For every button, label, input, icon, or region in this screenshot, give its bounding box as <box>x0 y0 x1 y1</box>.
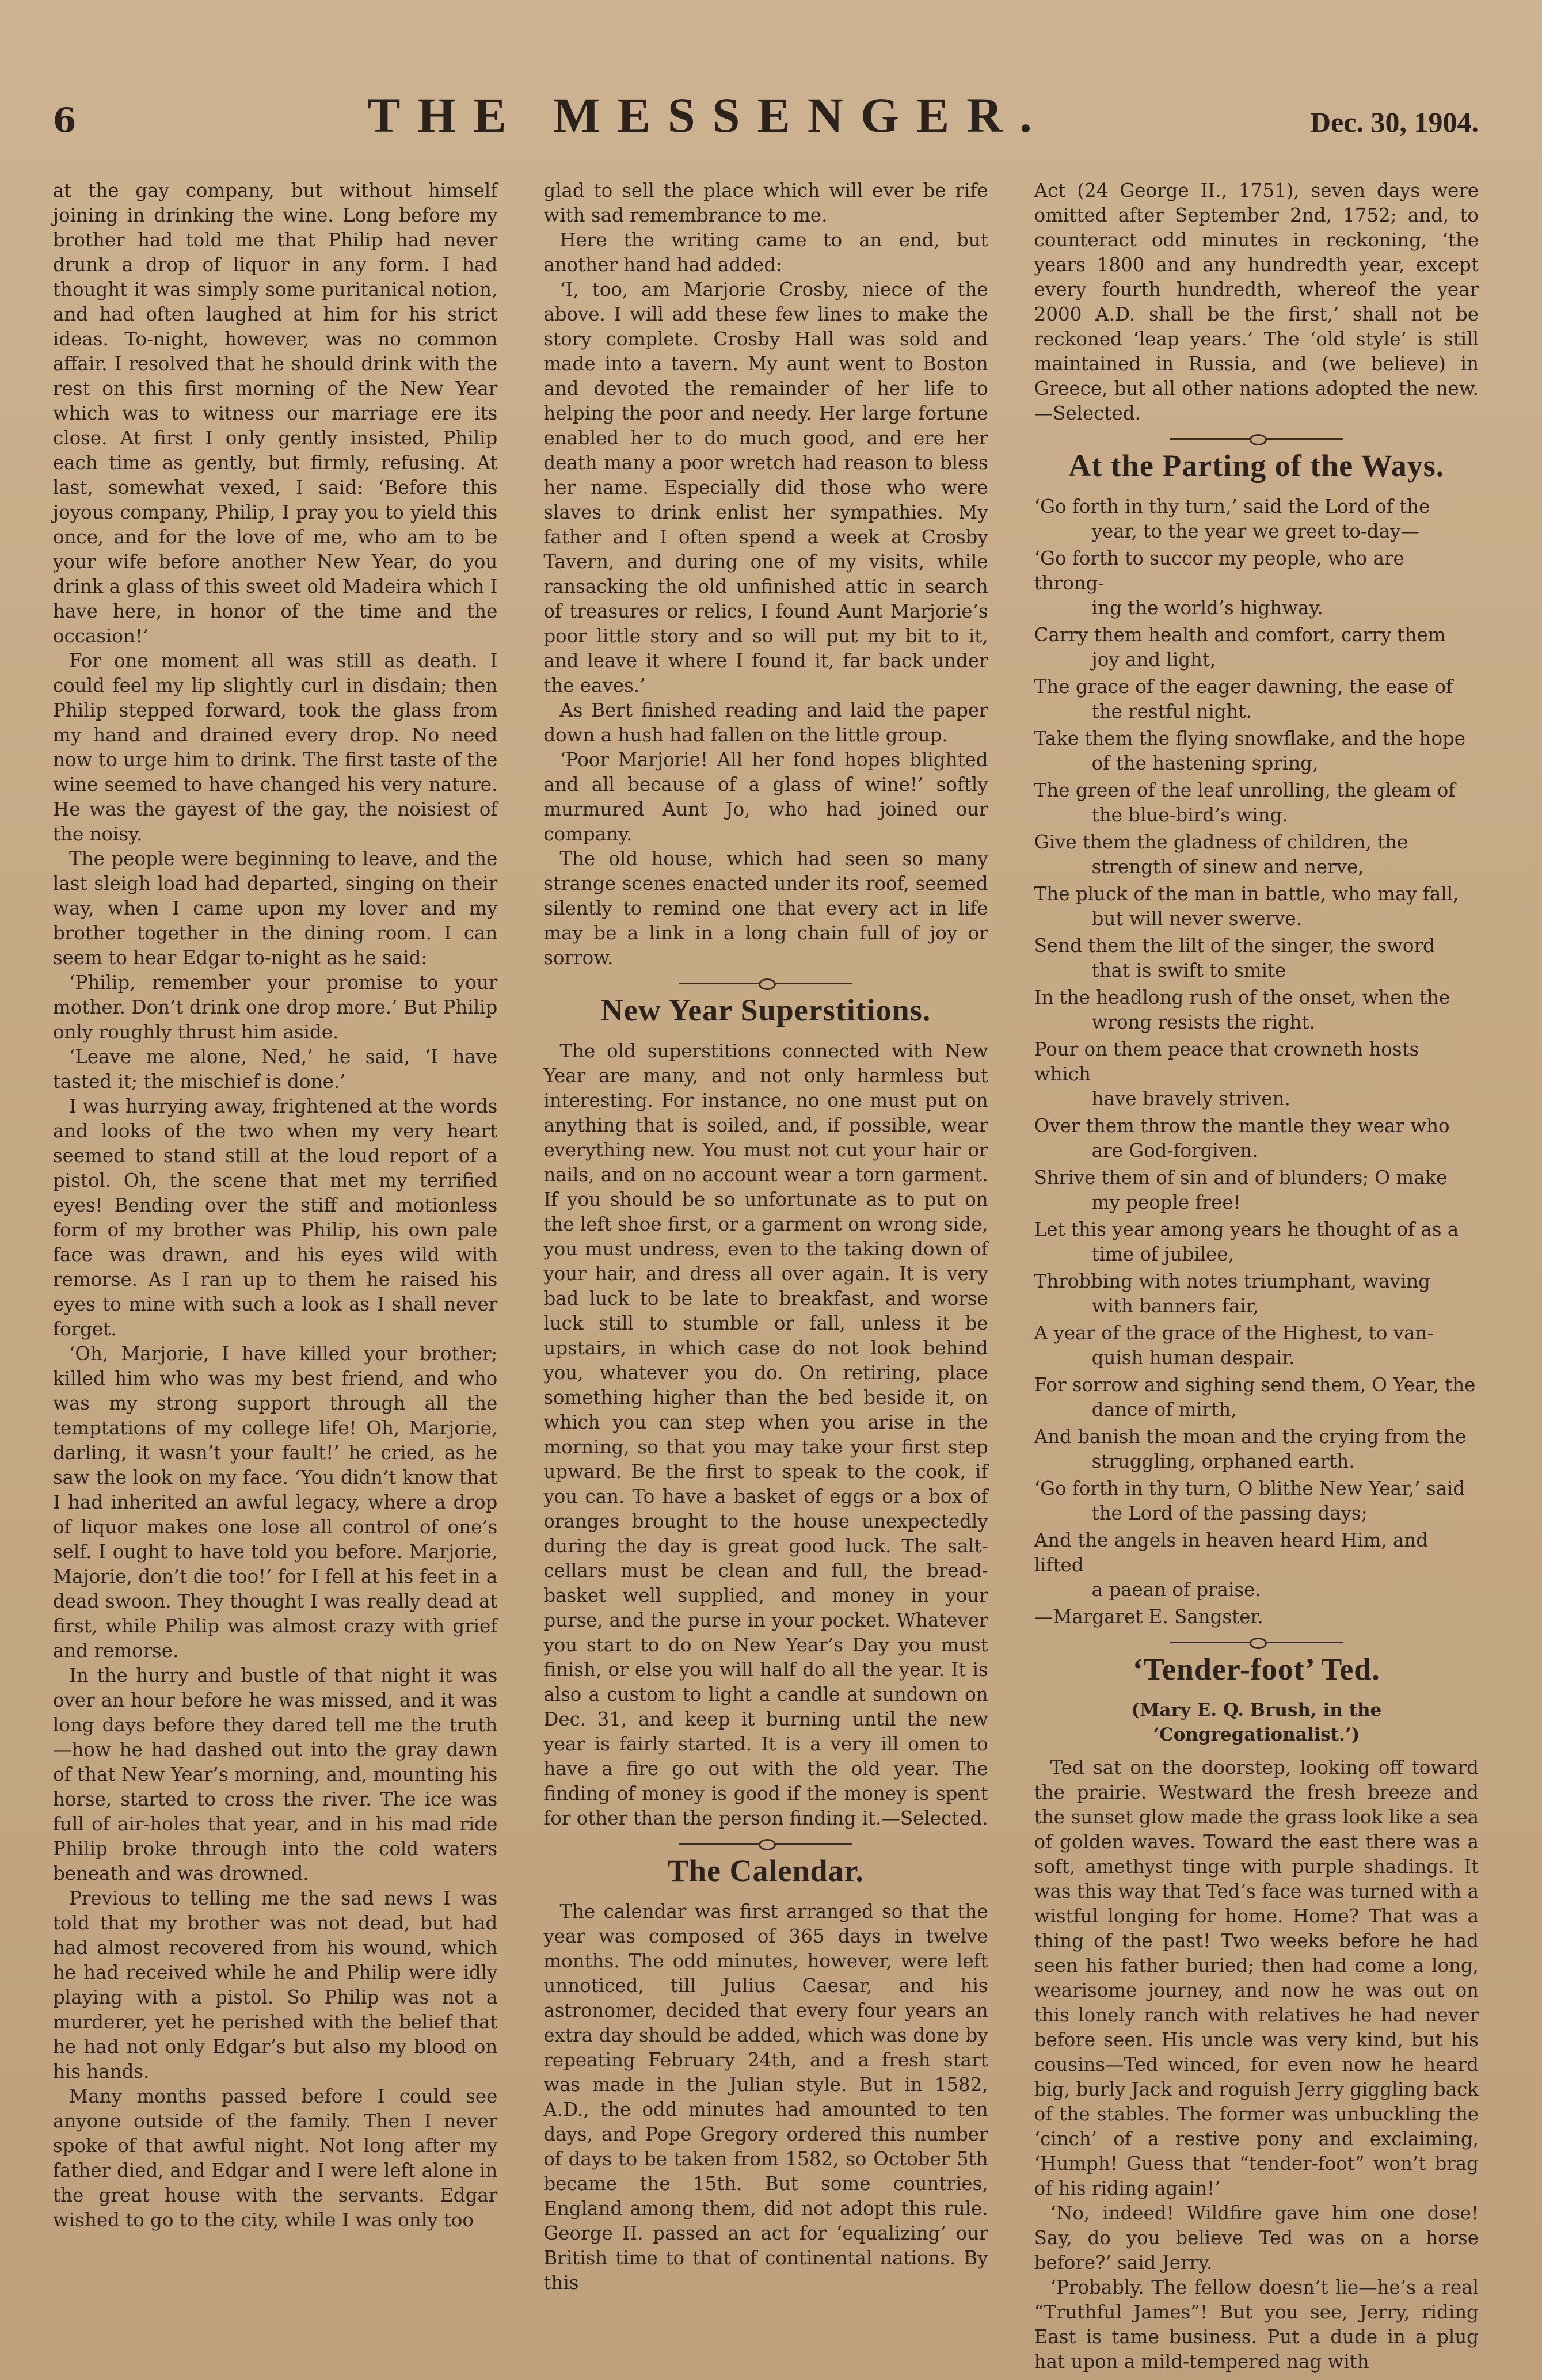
poem-line <box>1034 934 1479 983</box>
poem-line-continuation: quish human despair. <box>1091 1347 1295 1369</box>
poem-line-continuation: the Lord of the passing days; <box>1091 1502 1368 1524</box>
poem-line-continuation: a paean of praise. <box>1091 1579 1261 1601</box>
issue-date: Dec. 30, 1904. <box>1309 106 1479 138</box>
poem <box>1034 494 1479 1602</box>
poem-line-start: Let this year among years he thought of as a <box>1034 1218 1459 1240</box>
poem-line <box>1034 1373 1479 1422</box>
section-divider <box>679 978 852 988</box>
section-divider <box>679 1839 852 1848</box>
poem-line-start: And the angels in heaven heard Him, and lifted <box>1034 1529 1429 1576</box>
story-paragraph: The people were beginning to leave, and the last sleigh load had departed, singing on their way, when I came upon my lover and my brother together in the dining room. I can seem to hear Edgar to-night as he said: <box>53 848 498 969</box>
poem-line <box>1034 1114 1479 1163</box>
poem-line-start: For sorrow and sighing send them, O Year, the <box>1034 1374 1476 1396</box>
poem-line-start: A year of the grace of the Highest, to van- <box>1034 1322 1434 1344</box>
poem-line-start: Shrive them of sin and of blunders; O make <box>1034 1167 1448 1189</box>
poem-line-continuation: year, to the year we greet to-day— <box>1091 520 1419 542</box>
poem-line-start: And banish the moan and the crying from the <box>1034 1426 1467 1448</box>
section-divider <box>1170 434 1343 443</box>
poem-line <box>1034 546 1479 620</box>
paper-title: THE MESSENGER. <box>367 87 1049 143</box>
poem-line-start: Over them throw the mantle they wear who <box>1034 1115 1450 1137</box>
poem-line-start: ‘Go forth in thy turn,’ said the Lord of the <box>1034 496 1430 517</box>
poem-line-start: In the headlong rush of the onset, when the <box>1034 987 1450 1008</box>
poem-author: —Margaret E. Sangster. <box>1034 1606 1263 1628</box>
story-paragraph: As Bert finished reading and laid the paper down a hush had fallen on the little group. <box>543 699 988 746</box>
superstitions-headline: New Year Superstitions. <box>600 993 931 1027</box>
poem-line-continuation: the restful night. <box>1091 700 1252 722</box>
story-paragraph: ‘Oh, Marjorie, I have killed your brother; killed him who was my best friend, and who was my strong support through all the temptations of my college life! Oh, Marjorie, darling, it wasn’t your fault!’ he cried, as he saw the look on my face. ‘You didn’t know that I had inherited an awful legacy, where a drop of liquor makes one lose all control of one’s self. I ought to have told you before. Marjorie, Majorie, don’t die too!’ for I fell at his feet in a dead swoon. They thought I was really dead at first, while Philip was almost crazy with grief and remorse. <box>53 1343 498 1662</box>
poem-line <box>1034 494 1479 544</box>
story-paragraph: glad to sell the place which will ever be rife with sad remembrance to me. <box>543 180 988 226</box>
poem-line-continuation: joy and light, <box>1091 649 1216 671</box>
poem-line-continuation: with banners fair, <box>1091 1295 1259 1317</box>
story-paragraph: ‘Poor Marjorie! All her fond hopes blighted and all because of a glass of wine!’ softly murmured Aunt Jo, who had joined our company. <box>543 749 988 845</box>
poem-line <box>1034 1166 1479 1215</box>
story-paragraph: Many months passed before I could see anyone outside of the family. Then I never spoke of that awful night. Not long after my father died, and Edgar and I were left alone in the great house with the servants. Edgar wished to go to the city, while I was only too <box>53 2085 498 2231</box>
poem-headline: At the Parting of the Ways. <box>1068 448 1445 483</box>
ted-headline: ‘Tender-foot’ Ted. <box>1132 1652 1380 1686</box>
story-paragraph: In the hurry and bustle of that night it was over an hour before he was missed, and it was long days before they dared tell me the truth—how he had dashed out into the gray dawn of that New Year’s morning, and, mounting his horse, started to cross the river. The ice was full of air-holes that year, and in his mad ride Philip broke through into the cold waters beneath and was drowned. <box>53 1665 498 1884</box>
column-1 <box>53 178 497 2374</box>
story-paragraph: ‘Leave me alone, Ned,’ he said, ‘I have tasted it; the mischief is done.’ <box>53 1046 498 1092</box>
poem-line-start: Carry them health and comfort, carry them <box>1034 624 1446 646</box>
poem-line-start: ‘Go forth to succor my people, who are throng- <box>1034 547 1404 594</box>
poem-line-continuation: of the hastening spring, <box>1091 752 1319 774</box>
poem-line-start: Pour on them peace that crowneth hosts which <box>1034 1038 1419 1085</box>
ted-byline: (Mary E. Q. Brush, in the ‘Congregationalist.’) <box>1131 1700 1382 1745</box>
column-3 <box>1034 178 1479 2374</box>
story-paragraph: Previous to telling me the sad news I was told that my brother was not dead, but had had almost recovered from his wound, which he had received while he and Philip were idly playing with a pistol. So Philip was not a murderer, yet he perished with the belief that he had not only Edgar’s but also my blood on his hands. <box>53 1887 498 2082</box>
poem-line <box>1034 1476 1479 1526</box>
story-paragraph: at the gay company, but without himself joining in drinking the wine. Long before my brother had told me that Philip had never drunk a drop of liquor in any form. I had thought it was simply some puritanical notion, and had often laughed at him for his strict ideas. To-night, however, was no common affair. I resolved that he should drink with the rest on this first morning of the New Year which was to witness our marriage ere its close. At first I only gently insisted, Philip each time as gently, but firmly, refusing. At last, somewhat vexed, I said: ‘Before this joyous company, Philip, I pray you to yield this once, and for the love of me, who am to be your wife before another New Year, do you drink a glass of this sweet old Madeira which I have here, in honor of the time and the occasion!’ <box>53 180 498 647</box>
poem-line <box>1034 726 1479 776</box>
poem-line-start: Throbbing with notes triumphant, waving <box>1034 1270 1430 1292</box>
poem-line-start: ‘Go forth in thy turn, O blithe New Year,’ said <box>1034 1477 1465 1499</box>
poem-line-continuation: wrong resists the right. <box>1091 1011 1315 1033</box>
poem-line <box>1034 1269 1479 1319</box>
columns <box>53 178 1479 2374</box>
poem-line-start: The green of the leaf unrolling, the gleam of <box>1034 779 1456 801</box>
story-paragraph: ‘No, indeed! Wildfire gave him one dose! Say, do you believe Ted was on a horse before?’ said Jerry. <box>1034 2202 1479 2274</box>
poem-line <box>1034 882 1479 931</box>
poem-line <box>1034 778 1479 828</box>
poem-line <box>1034 1425 1479 1474</box>
poem-line <box>1034 1528 1479 1602</box>
calendar-text-continued: Act (24 George II., 1751), seven days were omitted after September 2nd, 1752; and, to counteract odd minutes in reckoning, ‘the years 1800 and any hundredth year, except every fourth hundredth, whereof the year 2000 A.D. shall be the first,’ shall not be reckoned ‘leap years.’ The ‘old style’ is still maintained in Russia, and (we believe) in Greece, but all other nations adopted the new.—Selected. <box>1034 180 1479 424</box>
poem-line <box>1034 1217 1479 1267</box>
poem-line <box>1034 675 1479 724</box>
poem-line-continuation: the blue-bird’s wing. <box>1091 804 1288 826</box>
poem-line-start: The pluck of the man in battle, who may fall, <box>1034 883 1459 905</box>
column-2 <box>543 178 988 2374</box>
poem-line-continuation: but will never swerve. <box>1091 908 1302 930</box>
poem-line-start: Take them the flying snowflake, and the hope <box>1034 728 1466 749</box>
poem-line-continuation: my people free! <box>1091 1191 1241 1213</box>
poem-line <box>1034 985 1479 1035</box>
poem-line-continuation: struggling, orphaned earth. <box>1091 1450 1355 1472</box>
poem-line-start: Send them the lilt of the singer, the sword <box>1034 935 1435 957</box>
story-paragraph: The old house, which had seen so many strange scenes enacted under its roof, seemed silently to remind one that every act in life may be a link in a long chain full of joy or sorrow. <box>543 848 988 969</box>
story-paragraph: I was hurrying away, frightened at the words and looks of the two when my very heart seemed to stand still at the loud report of a pistol. Oh, the scene that met my terrified eyes! Bending over the stiff and motionless form of my brother was Philip, his own pale face was drawn, and his eyes wild with remorse. As I ran up to them he raised his eyes to mine with such a look as I shall never forget. <box>53 1095 498 1340</box>
poem-line-start: Give them the gladness of children, the <box>1034 831 1408 853</box>
calendar-headline: The Calendar. <box>667 1853 865 1888</box>
poem-line-continuation: that is swift to smite <box>1091 959 1286 981</box>
poem-line <box>1034 623 1479 672</box>
poem-line-continuation: ing the world’s highway. <box>1091 597 1323 619</box>
section-divider <box>1170 1638 1343 1647</box>
poem-line-start: The grace of the eager dawning, the ease of <box>1034 676 1453 698</box>
story-paragraph: For one moment all was still as death. I could feel my lip slightly curl in disdain; then Philip stepped forward, took the glass from my hand and drained every drop. No need now to urge him to drink. The first taste of the wine seemed to have changed his very nature. He was the gayest of the gay, the noisiest of the noisy. <box>53 650 498 845</box>
poem-line <box>1034 1037 1479 1111</box>
story-paragraph: ‘I, too, am Marjorie Crosby, niece of the above. I will add these few lines to make the story complete. Crosby Hall was sold and made into a tavern. My aunt went to Boston and devoted the remainder of her life to helping the poor and needy. Her large fortune enabled her to do much good, and ere her death many a poor wretch had reason to bless her name. Especially did those who were slaves to drink enlist her sympathies. My father and I often spend a week at Crosby Tavern, and during one of my visits, while ransacking the old unfinished attic in search of treasures or relics, I found Aunt Marjorie’s poor little story and so will put my bit to it, and leave it where I found it, far back under the eaves.’ <box>543 279 988 696</box>
story-paragraph: Ted sat on the doorstep, looking off toward the prairie. Westward the fresh breeze and the sunset glow made the grass look like a sea of golden waves. Toward the east there was a soft, amethyst tinge with purple shadings. It was this way that Ted’s face was turned with a wistful longing for home. Home? That was a thing of the past! Two weeks before he had seen his father buried; then had come a long, wearisome journey, and now he was out on this lonely ranch with relatives he had never before seen. His uncle was very kind, but his cousins—Ted winced, for even now he heard big, burly Jack and roguish Jerry giggling back of the stables. The former was unbuckling the ‘cinch’ of a restive pony and exclaiming, ‘Humph! Guess that “tender-foot” won’t brag of his riding again!’ <box>1034 1757 1479 2199</box>
superstitions-text: The old superstitions connected with New Year are many, and not only harmless but interesting. For instance, no one must put on anything that is soiled, and, if possible, wear everything new. You must not cut your hair or nails, and on no account wear a torn garment. If you should be so unfortunate as to put on the left shoe first, or a garment on wrong side, you must undress, even to the taking down of your hair, and dress all over again. It is very bad luck to be late to breakfast, and worse luck still to stumble or fall, unless it be upstairs, in which case do not look behind you, whatever you do. On retiring, place something higher than the bed beside it, on which you can step when you arise in the morning, so that you may take your first step upward. Be the first to speak to the cook, if you can. To have a basket of eggs or a box of oranges brought to the house unexpectedly during the day is great good luck. The salt-cellars must be clean and full, the bread-basket well supplied, and money in your purse, and the purse in your pocket. Whatever you start to do on New Year’s Day you must finish, or else you will half do all the year. It is also a custom to light a candle at sundown on Dec. 31, and keep it burning until the new year is fairly started. It is a very ill omen to have a fire go out with the old year. The finding of money is good if the money is spent for other than the person finding it.—Selected. <box>543 1040 988 1829</box>
poem-line-continuation: have bravely striven. <box>1091 1088 1290 1110</box>
poem-line <box>1034 1321 1479 1370</box>
poem-line <box>1034 830 1479 879</box>
story-paragraph: ‘Philip, remember your promise to your mother. Don’t drink one drop more.’ But Philip only roughly thrust him aside. <box>53 972 498 1043</box>
poem-line-continuation: are God-forgiven. <box>1091 1140 1258 1162</box>
poem-line-continuation: time of jubilee, <box>1091 1243 1234 1265</box>
calendar-text: The calendar was first arranged so that the year was composed of 365 days in twelve months. The odd minutes, however, were left unnoticed, till Julius Caesar, and his astronomer, decided that every four years an extra day should be added, which was done by repeating February 24th, and a fresh start was made in the Julian style. But in 1582, A.D., the odd minutes had amounted to ten days, and Pope Gregory ordered this number of days to be taken from 1582, so October 5th became the 15th. But some countries, England among them, did not adopt this rule. George II. passed an act for ‘equalizing’ our British time to that of continental nations. By this <box>543 1901 988 2294</box>
story-paragraph: ‘Probably. The fellow doesn’t lie—he’s a real “Truthful James”! But you see, Jerry, riding East is tame business. Put a dude in a plug hat upon a mild-tempered nag with <box>1034 2276 1479 2373</box>
story-paragraph: Here the writing came to an end, but another hand had added: <box>543 229 988 276</box>
masthead <box>53 86 1479 155</box>
poem-line-continuation: strength of sinew and nerve, <box>1091 856 1364 878</box>
poem-line-continuation: dance of mirth, <box>1091 1399 1237 1421</box>
page-number: 6 <box>53 101 77 140</box>
